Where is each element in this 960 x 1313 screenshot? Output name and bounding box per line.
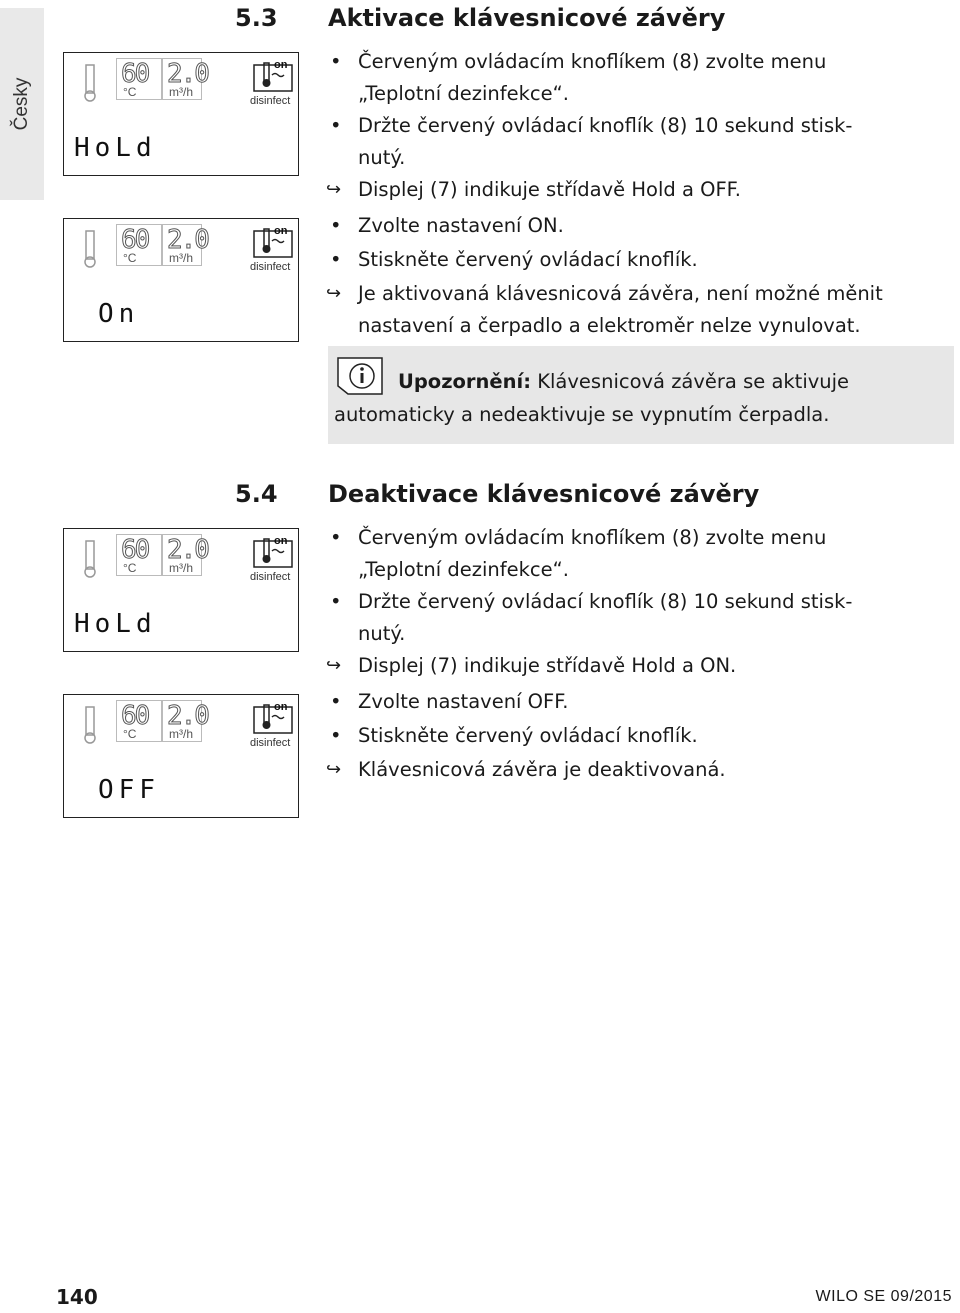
disinfect-on-text: on <box>274 225 288 237</box>
list-item: • Zvolte nastavení ON. <box>328 210 958 242</box>
info-icon <box>336 356 384 396</box>
disinfect-label: disinfect <box>250 261 291 273</box>
flow-value: 2.0 <box>167 701 208 731</box>
thermometer-icon <box>72 539 108 579</box>
list-item: • Stiskněte červený ovládací knoflík. <box>328 720 958 752</box>
lcd-main-text: HoLd <box>74 609 157 639</box>
disinfect-icon <box>252 59 296 93</box>
list-item: • Zvolte nastavení OFF. <box>328 686 958 718</box>
language-tab <box>0 8 44 200</box>
thermometer-icon <box>72 705 108 745</box>
section-number: 5.4 <box>235 480 278 508</box>
language-tab-label: Česky <box>11 77 32 131</box>
section-title: Aktivace klávesnicové závěry <box>328 4 726 32</box>
flow-value: 2.0 <box>167 535 208 565</box>
step-list-deactivation <box>328 522 958 786</box>
list-item: • Stiskněte červený ovládací knoflík. <box>328 244 958 276</box>
lcd-main-text: HoLd <box>74 133 157 163</box>
disinfect-icon <box>252 701 296 735</box>
disinfect-label: disinfect <box>250 571 291 583</box>
flow-segment <box>162 700 208 742</box>
temperature-segment <box>116 534 162 576</box>
lcd-main-text: On <box>98 299 140 329</box>
flow-unit: m³/h <box>169 727 193 741</box>
temperature-segment <box>116 58 162 100</box>
list-item: • Červeným ovládacím knoflíkem (8) zvolte menu „Teplotní dezinfekce“. <box>328 522 958 586</box>
flow-value: 2.0 <box>167 225 208 255</box>
lcd-display-on <box>63 218 299 342</box>
flow-segment <box>162 224 208 266</box>
thermometer-icon <box>72 63 108 103</box>
temperature-value: 60 <box>121 225 149 255</box>
note-line-2: automaticky a nedeaktivuje se vypnutím čerpadla. <box>334 403 830 426</box>
note-line-1 <box>398 370 849 393</box>
list-item-result: ↪ Displej (7) indikuje střídavě Hold a OFF. <box>328 174 958 206</box>
section-number: 5.3 <box>235 4 278 32</box>
temperature-unit: °C <box>123 561 137 575</box>
temperature-unit: °C <box>123 727 137 741</box>
flow-value: 2.0 <box>167 59 208 89</box>
lcd-main-text: OFF <box>98 775 160 805</box>
temperature-unit: °C <box>123 85 137 99</box>
lcd-display-hold-1 <box>63 52 299 176</box>
flow-unit: m³/h <box>169 561 193 575</box>
flow-segment <box>162 58 208 100</box>
disinfect-on-text: on <box>274 535 288 547</box>
note-text-1: Klávesnicová závěra se aktivuje <box>531 370 850 393</box>
disinfect-on-text: on <box>274 701 288 713</box>
list-item: • Červeným ovládacím knoflíkem (8) zvolte menu „Teplotní dezinfekce“. <box>328 46 958 110</box>
list-item-result: ↪ Je aktivovaná klávesnicová závěra, není možné měnit nastavení a čerpadlo a elektroměr nelze vynulovat. <box>328 278 958 342</box>
flow-unit: m³/h <box>169 85 193 99</box>
note-box <box>328 346 954 444</box>
flow-unit: m³/h <box>169 251 193 265</box>
temperature-value: 60 <box>121 701 149 731</box>
thermometer-icon <box>72 229 108 269</box>
disinfect-label: disinfect <box>250 95 291 107</box>
temperature-value: 60 <box>121 535 149 565</box>
list-item-result: ↪ Displej (7) indikuje střídavě Hold a ON. <box>328 650 958 682</box>
temperature-segment <box>116 700 162 742</box>
note-label: Upozornění: <box>398 370 532 393</box>
section-title: Deaktivace klávesnicové závěry <box>328 480 760 508</box>
step-list-activation <box>328 46 958 342</box>
list-item: • Držte červený ovládací knoflík (8) 10 sekund stisk- nutý. <box>328 586 958 650</box>
list-item: • Držte červený ovládací knoflík (8) 10 sekund stisk- nutý. <box>328 110 958 174</box>
disinfect-icon <box>252 535 296 569</box>
lcd-display-hold-2 <box>63 528 299 652</box>
temperature-segment <box>116 224 162 266</box>
list-item-result: ↪ Klávesnicová závěra je deaktivovaná. <box>328 754 958 786</box>
disinfect-label: disinfect <box>250 737 291 749</box>
footer-publisher: WILO SE 09/2015 <box>815 1288 952 1305</box>
temperature-unit: °C <box>123 251 137 265</box>
disinfect-on-text: on <box>274 59 288 71</box>
temperature-value: 60 <box>121 59 149 89</box>
disinfect-icon <box>252 225 296 259</box>
lcd-display-off <box>63 694 299 818</box>
flow-segment <box>162 534 208 576</box>
page-number: 140 <box>56 1285 98 1309</box>
